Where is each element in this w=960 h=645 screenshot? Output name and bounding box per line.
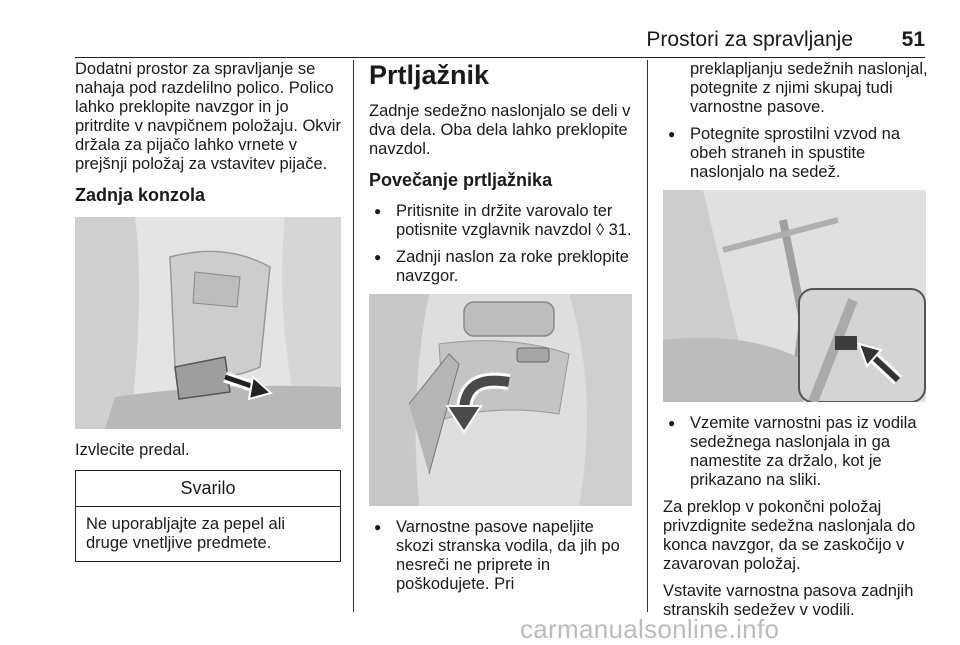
header-title: Prostori za spravljanje <box>646 28 853 51</box>
page-number: 51 <box>901 28 925 51</box>
watermark: carmanualsonline.info <box>520 614 780 644</box>
column-left <box>75 60 341 562</box>
insert-belts-paragraph: Vstavite varnostna pasova zadnjih stranskih sedežev v vodili. <box>663 582 914 619</box>
bullet-item: ● Pritisnite in držite varovalo ter potisnite vzglavnik navzdol ◊ 31. <box>369 202 635 240</box>
warning-title: Svarilo <box>76 471 340 507</box>
section-title-trunk: Prtljažnik <box>369 60 490 90</box>
upright-position-paragraph: Za preklop v pokončni položaj privzdignite sedežna naslonjala do konca navzgor, da se zaskočijo v zavarovan položaj. <box>663 498 916 573</box>
warning-box <box>75 470 341 562</box>
bullet-item: ● Varnostne pasove napeljite skozi stranska vodila, da jih po nesreči ne priprete in poškodujete. Pri <box>369 518 635 594</box>
warning-text: Ne uporabljajte za pepel ali druge vnetljive predmete. <box>86 515 286 552</box>
armrest-illustration <box>369 294 632 506</box>
page-header <box>75 26 925 52</box>
column-right <box>663 60 928 628</box>
section-heading-enlarge-trunk: Povečanje prtljažnika <box>369 170 553 190</box>
intro-paragraph: Dodatni prostor za spravljanje se nahaja pod razdelilno polico. Polico lahko preklopite navzgor in jo pritrdite v navpičnem položaju. Okvir držala za pijačo lahko vrnete v prejšnji položaj za vstavitev pijače. <box>75 60 341 173</box>
bullet-item: ● Zadnji naslon za roke preklopite navzgor. <box>369 248 635 286</box>
column-divider <box>647 60 648 612</box>
header-rule <box>75 57 925 58</box>
trunk-intro: Zadnje sedežno naslonjalo se deli v dva dela. Oba dela lahko preklopite navzdol. <box>369 102 631 158</box>
continued-paragraph: preklapljanju sedežnih naslonjal, potegnite z njimi skupaj tudi varnostne pasove. <box>690 60 928 116</box>
section-heading-rear-console: Zadnja konzola <box>75 185 206 205</box>
rear-console-illustration <box>75 217 341 429</box>
seat-belt-guide-illustration <box>663 190 926 402</box>
figure-caption: Izvlecite predal. <box>75 441 190 459</box>
bullet-item: ● Potegnite sprostilni vzvod na obeh straneh in spustite naslonjalo na sedež. <box>663 125 928 182</box>
column-divider <box>353 60 354 612</box>
column-middle <box>369 60 635 602</box>
bullet-item: ● Vzemite varnostni pas iz vodila sedežnega naslonjala in ga namestite za držalo, kot je prikazano na sliki. <box>663 414 928 490</box>
